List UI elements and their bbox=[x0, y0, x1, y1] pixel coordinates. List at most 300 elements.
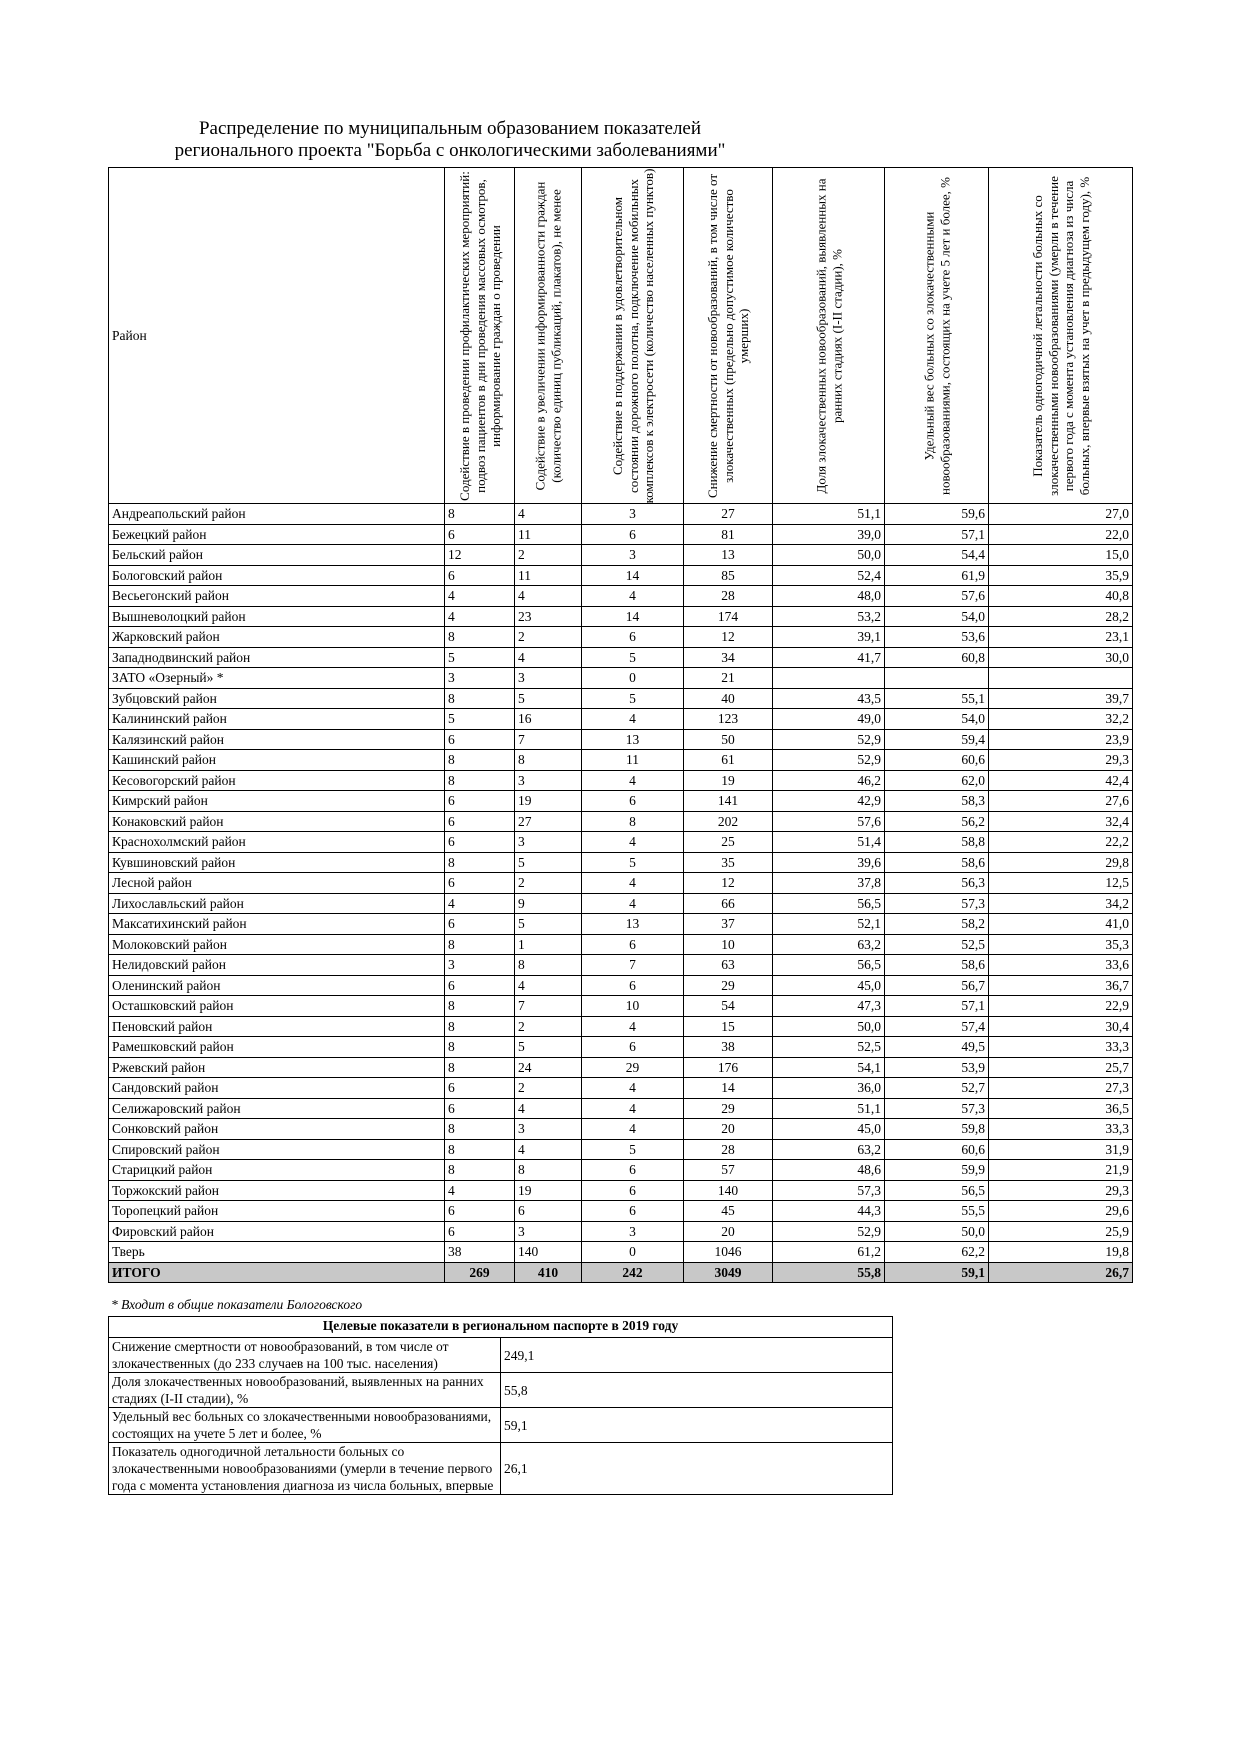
table-cell: 63,2 bbox=[773, 934, 885, 955]
district-name: Кимрский район bbox=[109, 791, 445, 812]
target-label: Доля злокачественных новообразований, выявленных на ранних стадиях (I-II стадии), % bbox=[109, 1373, 501, 1408]
table-cell bbox=[885, 668, 989, 689]
table-cell: 62,2 bbox=[885, 1242, 989, 1263]
target-row bbox=[109, 1373, 893, 1408]
table-row bbox=[109, 1139, 1133, 1160]
table-cell: 4 bbox=[582, 893, 684, 914]
table-cell: 6 bbox=[445, 975, 515, 996]
table-cell: 44,3 bbox=[773, 1201, 885, 1222]
target-row bbox=[109, 1443, 893, 1495]
table-cell: 61,9 bbox=[885, 565, 989, 586]
table-row bbox=[109, 524, 1133, 545]
table-cell: 2 bbox=[515, 545, 582, 566]
table-row bbox=[109, 627, 1133, 648]
table-cell: 29 bbox=[582, 1057, 684, 1078]
table-row bbox=[109, 1201, 1133, 1222]
table-cell: 6 bbox=[515, 1201, 582, 1222]
table-cell: 36,7 bbox=[989, 975, 1133, 996]
table-row bbox=[109, 893, 1133, 914]
table-cell: 4 bbox=[515, 975, 582, 996]
table-cell: 57,6 bbox=[773, 811, 885, 832]
table-cell: 13 bbox=[582, 914, 684, 935]
district-name: Кашинский район bbox=[109, 750, 445, 771]
page-title-line-2: регионального проекта "Борьба с онкологическими заболеваниями" bbox=[174, 140, 726, 161]
district-name: Торжокский район bbox=[109, 1180, 445, 1201]
district-name: Весьегонский район bbox=[109, 586, 445, 607]
table-cell: 11 bbox=[515, 565, 582, 586]
table-cell: 51,1 bbox=[773, 1098, 885, 1119]
table-cell: 12 bbox=[684, 873, 773, 894]
table-row bbox=[109, 1160, 1133, 1181]
table-cell: 0 bbox=[582, 1242, 684, 1263]
column-header-publications: Содействие в увеличении информированности граждан (количество единиц публикаций, плакатов), не менее bbox=[515, 168, 582, 504]
table-cell: 23,9 bbox=[989, 729, 1133, 750]
district-name: Лесной район bbox=[109, 873, 445, 894]
column-header-prevention: Содействие в проведении профилактических мероприятий: подвоз пациентов в дни проведения массовых осмотров, информирование граждан о проведении bbox=[445, 168, 515, 504]
table-cell: 8 bbox=[445, 996, 515, 1017]
table-cell: 60,8 bbox=[885, 647, 989, 668]
district-name: Старицкий район bbox=[109, 1160, 445, 1181]
total-cell: 59,1 bbox=[885, 1262, 989, 1283]
table-cell: 53,9 bbox=[885, 1057, 989, 1078]
district-name: Торопецкий район bbox=[109, 1201, 445, 1222]
table-cell: 56,2 bbox=[885, 811, 989, 832]
table-cell: 6 bbox=[582, 1160, 684, 1181]
table-cell: 29,8 bbox=[989, 852, 1133, 873]
targets-heading: Целевые показатели в региональном паспорте в 2019 году bbox=[109, 1317, 893, 1338]
table-cell: 61,2 bbox=[773, 1242, 885, 1263]
table-cell: 37 bbox=[684, 914, 773, 935]
table-cell: 2 bbox=[515, 873, 582, 894]
table-cell: 25,9 bbox=[989, 1221, 1133, 1242]
table-cell: 29,6 bbox=[989, 1201, 1133, 1222]
table-cell: 29,3 bbox=[989, 1180, 1133, 1201]
table-cell: 32,4 bbox=[989, 811, 1133, 832]
column-header-early-stage: Доля злокачественных новообразований, выявленных на ранних стадиях (I-II стадии), % bbox=[773, 168, 885, 504]
table-cell: 13 bbox=[684, 545, 773, 566]
table-cell: 19,8 bbox=[989, 1242, 1133, 1263]
target-value: 249,1 bbox=[501, 1338, 893, 1373]
table-cell: 6 bbox=[445, 1221, 515, 1242]
table-cell: 5 bbox=[515, 688, 582, 709]
total-cell: 269 bbox=[445, 1262, 515, 1283]
table-cell: 40,8 bbox=[989, 586, 1133, 607]
district-name: ЗАТО «Озерный» * bbox=[109, 668, 445, 689]
table-row bbox=[109, 750, 1133, 771]
table-cell: 49,0 bbox=[773, 709, 885, 730]
table-cell: 57,1 bbox=[885, 524, 989, 545]
table-cell: 4 bbox=[515, 1139, 582, 1160]
table-cell: 59,9 bbox=[885, 1160, 989, 1181]
table-cell: 4 bbox=[445, 893, 515, 914]
table-cell: 33,3 bbox=[989, 1037, 1133, 1058]
table-cell: 34,2 bbox=[989, 893, 1133, 914]
table-row bbox=[109, 1180, 1133, 1201]
table-cell: 19 bbox=[515, 791, 582, 812]
table-row bbox=[109, 1057, 1133, 1078]
table-cell: 4 bbox=[445, 586, 515, 607]
table-cell: 1 bbox=[515, 934, 582, 955]
table-cell: 4 bbox=[515, 1098, 582, 1119]
table-cell: 11 bbox=[515, 524, 582, 545]
table-cell: 5 bbox=[582, 688, 684, 709]
table-cell: 6 bbox=[445, 565, 515, 586]
table-cell: 6 bbox=[582, 975, 684, 996]
table-cell: 4 bbox=[582, 1098, 684, 1119]
district-name: Краснохолмский район bbox=[109, 832, 445, 853]
table-cell: 24 bbox=[515, 1057, 582, 1078]
table-row bbox=[109, 1242, 1133, 1263]
table-cell: 27 bbox=[684, 504, 773, 525]
district-name: Зубцовский район bbox=[109, 688, 445, 709]
table-cell: 38 bbox=[684, 1037, 773, 1058]
table-cell: 11 bbox=[582, 750, 684, 771]
table-row bbox=[109, 668, 1133, 689]
table-cell: 16 bbox=[515, 709, 582, 730]
target-value: 26,1 bbox=[501, 1443, 893, 1495]
table-cell: 35,9 bbox=[989, 565, 1133, 586]
table-cell: 56,5 bbox=[773, 955, 885, 976]
table-cell: 30,4 bbox=[989, 1016, 1133, 1037]
table-cell: 59,4 bbox=[885, 729, 989, 750]
table-cell: 27,3 bbox=[989, 1078, 1133, 1099]
table-cell: 8 bbox=[582, 811, 684, 832]
table-cell: 22,2 bbox=[989, 832, 1133, 853]
table-cell: 202 bbox=[684, 811, 773, 832]
table-cell: 2 bbox=[515, 1078, 582, 1099]
table-cell: 60,6 bbox=[885, 1139, 989, 1160]
table-cell: 51,1 bbox=[773, 504, 885, 525]
table-cell: 6 bbox=[445, 873, 515, 894]
table-cell: 61 bbox=[684, 750, 773, 771]
table-cell: 7 bbox=[582, 955, 684, 976]
table-cell: 58,6 bbox=[885, 955, 989, 976]
table-row bbox=[109, 545, 1133, 566]
table-row bbox=[109, 688, 1133, 709]
table-cell: 52,5 bbox=[885, 934, 989, 955]
table-cell: 6 bbox=[582, 1180, 684, 1201]
table-cell: 39,0 bbox=[773, 524, 885, 545]
table-cell: 19 bbox=[684, 770, 773, 791]
table-cell: 6 bbox=[445, 832, 515, 853]
table-cell: 8 bbox=[445, 688, 515, 709]
table-cell: 6 bbox=[582, 524, 684, 545]
table-cell: 6 bbox=[445, 791, 515, 812]
table-cell: 4 bbox=[582, 873, 684, 894]
table-cell: 29,3 bbox=[989, 750, 1133, 771]
table-cell: 12,5 bbox=[989, 873, 1133, 894]
table-cell: 39,1 bbox=[773, 627, 885, 648]
table-cell: 7 bbox=[515, 729, 582, 750]
table-cell: 6 bbox=[582, 1201, 684, 1222]
table-cell: 39,7 bbox=[989, 688, 1133, 709]
table-cell: 22,0 bbox=[989, 524, 1133, 545]
total-row bbox=[109, 1262, 1133, 1283]
district-name: Бежецкий район bbox=[109, 524, 445, 545]
table-cell: 35,3 bbox=[989, 934, 1133, 955]
table-cell: 19 bbox=[515, 1180, 582, 1201]
table-cell: 10 bbox=[684, 934, 773, 955]
table-cell: 6 bbox=[582, 791, 684, 812]
target-value: 59,1 bbox=[501, 1408, 893, 1443]
table-cell: 52,9 bbox=[773, 1221, 885, 1242]
target-value: 55,8 bbox=[501, 1373, 893, 1408]
table-cell: 33,3 bbox=[989, 1119, 1133, 1140]
district-name: Лихославльский район bbox=[109, 893, 445, 914]
table-cell: 38 bbox=[445, 1242, 515, 1263]
table-cell: 53,2 bbox=[773, 606, 885, 627]
table-row bbox=[109, 1016, 1133, 1037]
table-cell: 8 bbox=[445, 1037, 515, 1058]
table-row bbox=[109, 647, 1133, 668]
table-row bbox=[109, 770, 1133, 791]
table-cell: 35 bbox=[684, 852, 773, 873]
table-cell: 174 bbox=[684, 606, 773, 627]
table-cell: 6 bbox=[445, 1078, 515, 1099]
table-cell: 141 bbox=[684, 791, 773, 812]
table-cell: 6 bbox=[445, 524, 515, 545]
table-cell: 53,6 bbox=[885, 627, 989, 648]
table-cell: 59,8 bbox=[885, 1119, 989, 1140]
table-cell: 3 bbox=[445, 668, 515, 689]
table-row bbox=[109, 709, 1133, 730]
table-header-row bbox=[109, 168, 1133, 504]
table-cell: 85 bbox=[684, 565, 773, 586]
target-label: Снижение смертности от новообразований, в том числе от злокачественных (до 233 случаев на 100 тыс. населения) bbox=[109, 1338, 501, 1373]
table-cell: 29 bbox=[684, 975, 773, 996]
table-cell: 57,3 bbox=[885, 1098, 989, 1119]
table-row bbox=[109, 832, 1133, 853]
table-cell: 5 bbox=[582, 852, 684, 873]
table-cell: 48,6 bbox=[773, 1160, 885, 1181]
column-header-mortality: Снижение смертности от новообразований, в том числе от злокачественных (предельно допустимое количество умерших) bbox=[684, 168, 773, 504]
district-name: Пеновский район bbox=[109, 1016, 445, 1037]
table-cell: 3 bbox=[515, 668, 582, 689]
total-cell: 410 bbox=[515, 1262, 582, 1283]
table-row bbox=[109, 811, 1133, 832]
table-row bbox=[109, 852, 1133, 873]
table-cell: 20 bbox=[684, 1221, 773, 1242]
table-cell: 60,6 bbox=[885, 750, 989, 771]
district-name: Осташковский район bbox=[109, 996, 445, 1017]
table-cell: 5 bbox=[582, 647, 684, 668]
table-cell: 29 bbox=[684, 1098, 773, 1119]
table-row bbox=[109, 873, 1133, 894]
table-cell: 4 bbox=[515, 504, 582, 525]
table-cell: 13 bbox=[582, 729, 684, 750]
total-cell: 26,7 bbox=[989, 1262, 1133, 1283]
total-cell: 3049 bbox=[684, 1262, 773, 1283]
table-cell: 6 bbox=[445, 811, 515, 832]
targets-table bbox=[108, 1316, 893, 1495]
district-name: Кувшиновский район bbox=[109, 852, 445, 873]
table-cell: 8 bbox=[515, 750, 582, 771]
target-row bbox=[109, 1408, 893, 1443]
table-cell: 47,3 bbox=[773, 996, 885, 1017]
table-cell: 4 bbox=[582, 832, 684, 853]
table-cell: 4 bbox=[445, 1180, 515, 1201]
targets-heading-row bbox=[109, 1317, 893, 1338]
table-cell: 36,5 bbox=[989, 1098, 1133, 1119]
table-cell: 8 bbox=[445, 1016, 515, 1037]
table-cell: 30,0 bbox=[989, 647, 1133, 668]
table-cell: 7 bbox=[515, 996, 582, 1017]
column-header-district: Район bbox=[109, 168, 445, 504]
target-row bbox=[109, 1338, 893, 1373]
table-row bbox=[109, 1221, 1133, 1242]
page-title-line-1: Распределение по муниципальным образованием показателей bbox=[198, 118, 702, 139]
table-cell: 14 bbox=[582, 606, 684, 627]
district-name: Нелидовский район bbox=[109, 955, 445, 976]
table-cell: 1046 bbox=[684, 1242, 773, 1263]
table-cell: 49,5 bbox=[885, 1037, 989, 1058]
total-label: ИТОГО bbox=[109, 1262, 445, 1283]
table-cell: 33,6 bbox=[989, 955, 1133, 976]
district-name: Ржевский район bbox=[109, 1057, 445, 1078]
table-cell: 5 bbox=[515, 914, 582, 935]
table-cell: 123 bbox=[684, 709, 773, 730]
table-cell: 4 bbox=[582, 1016, 684, 1037]
table-cell: 45,0 bbox=[773, 1119, 885, 1140]
table-cell: 3 bbox=[582, 504, 684, 525]
table-cell: 46,2 bbox=[773, 770, 885, 791]
table-cell: 52,7 bbox=[885, 1078, 989, 1099]
table-cell: 56,7 bbox=[885, 975, 989, 996]
district-name: Конаковский район bbox=[109, 811, 445, 832]
table-cell: 10 bbox=[582, 996, 684, 1017]
table-cell: 4 bbox=[515, 586, 582, 607]
table-cell: 8 bbox=[515, 1160, 582, 1181]
table-row bbox=[109, 565, 1133, 586]
table-cell: 52,9 bbox=[773, 750, 885, 771]
table-row bbox=[109, 586, 1133, 607]
table-cell: 57,3 bbox=[885, 893, 989, 914]
table-row bbox=[109, 729, 1133, 750]
table-cell: 8 bbox=[445, 750, 515, 771]
table-cell: 52,4 bbox=[773, 565, 885, 586]
table-cell: 28 bbox=[684, 586, 773, 607]
total-cell: 242 bbox=[582, 1262, 684, 1283]
table-row bbox=[109, 996, 1133, 1017]
table-cell: 8 bbox=[445, 504, 515, 525]
table-cell: 4 bbox=[582, 709, 684, 730]
table-cell: 48,0 bbox=[773, 586, 885, 607]
table-cell: 31,9 bbox=[989, 1139, 1133, 1160]
table-cell: 2 bbox=[515, 627, 582, 648]
table-cell: 37,8 bbox=[773, 873, 885, 894]
table-cell: 3 bbox=[582, 1221, 684, 1242]
table-row bbox=[109, 1119, 1133, 1140]
table-cell: 8 bbox=[445, 852, 515, 873]
table-cell: 2 bbox=[515, 1016, 582, 1037]
table-cell: 0 bbox=[582, 668, 684, 689]
table-cell: 8 bbox=[445, 934, 515, 955]
district-name: Сонковский район bbox=[109, 1119, 445, 1140]
table-cell: 8 bbox=[445, 627, 515, 648]
district-name: Андреапольский район bbox=[109, 504, 445, 525]
table-cell: 23 bbox=[515, 606, 582, 627]
indicators-table bbox=[108, 167, 1133, 1283]
table-cell: 3 bbox=[582, 545, 684, 566]
table-cell: 56,5 bbox=[773, 893, 885, 914]
table-cell: 36,0 bbox=[773, 1078, 885, 1099]
table-cell: 81 bbox=[684, 524, 773, 545]
table-cell: 15,0 bbox=[989, 545, 1133, 566]
district-name: Бельский район bbox=[109, 545, 445, 566]
table-cell: 57 bbox=[684, 1160, 773, 1181]
table-cell: 45,0 bbox=[773, 975, 885, 996]
table-cell: 4 bbox=[582, 1119, 684, 1140]
table-cell: 57,4 bbox=[885, 1016, 989, 1037]
table-cell: 5 bbox=[445, 647, 515, 668]
column-header-lethality: Показатель одногодичной летальности больных со злокачественными новообразованиями (умерли в течение первого года с момента установления диагноза из числа больных, впервые взятых на учет в предыдущем году), % bbox=[989, 168, 1133, 504]
table-cell: 6 bbox=[445, 1098, 515, 1119]
table-cell: 39,6 bbox=[773, 852, 885, 873]
table-row bbox=[109, 934, 1133, 955]
district-name: Тверь bbox=[109, 1242, 445, 1263]
table-cell: 54,4 bbox=[885, 545, 989, 566]
district-name: Западнодвинский район bbox=[109, 647, 445, 668]
table-cell: 21,9 bbox=[989, 1160, 1133, 1181]
table-cell: 27,6 bbox=[989, 791, 1133, 812]
district-name: Рамешковский район bbox=[109, 1037, 445, 1058]
column-header-five-years: Удельный вес больных со злокачественными новообразованиями, состоящих на учете 5 лет и более, % bbox=[885, 168, 989, 504]
table-cell: 5 bbox=[582, 1139, 684, 1160]
table-cell: 54,1 bbox=[773, 1057, 885, 1078]
column-header-roads: Содействие в поддержании в удовлетворительном состоянии дорожного полотна, подключение мобильных комплексов к электросети (количество населенных пунктов) bbox=[582, 168, 684, 504]
table-cell: 27 bbox=[515, 811, 582, 832]
table-cell: 56,3 bbox=[885, 873, 989, 894]
table-cell: 27,0 bbox=[989, 504, 1133, 525]
table-cell: 3 bbox=[445, 955, 515, 976]
table-cell: 54,0 bbox=[885, 606, 989, 627]
table-row bbox=[109, 606, 1133, 627]
footnote: * Входит в общие показатели Бологовского bbox=[111, 1297, 363, 1312]
district-name: Жарковский район bbox=[109, 627, 445, 648]
table-cell: 63 bbox=[684, 955, 773, 976]
table-cell: 6 bbox=[582, 627, 684, 648]
table-cell: 58,6 bbox=[885, 852, 989, 873]
district-name: Бологовский район bbox=[109, 565, 445, 586]
district-name: Калининский район bbox=[109, 709, 445, 730]
table-cell: 9 bbox=[515, 893, 582, 914]
table-cell: 8 bbox=[445, 1160, 515, 1181]
table-cell: 54 bbox=[684, 996, 773, 1017]
table-cell: 58,2 bbox=[885, 914, 989, 935]
table-cell: 50,0 bbox=[773, 1016, 885, 1037]
table-cell: 55,1 bbox=[885, 688, 989, 709]
district-name: Вышневолоцкий район bbox=[109, 606, 445, 627]
total-cell: 55,8 bbox=[773, 1262, 885, 1283]
table-row bbox=[109, 1098, 1133, 1119]
table-cell: 28 bbox=[684, 1139, 773, 1160]
table-cell: 62,0 bbox=[885, 770, 989, 791]
table-cell: 6 bbox=[445, 1201, 515, 1222]
target-label: Показатель одногодичной летальности больных со злокачественными новообразованиями (умерли в течение первого года с момента установления диагноза из числа больных, впервые bbox=[109, 1443, 501, 1495]
table-cell: 3 bbox=[515, 832, 582, 853]
district-name: Сандовский район bbox=[109, 1078, 445, 1099]
district-name: Селижаровский район bbox=[109, 1098, 445, 1119]
table-cell: 22,9 bbox=[989, 996, 1133, 1017]
table-cell: 4 bbox=[515, 647, 582, 668]
table-cell: 51,4 bbox=[773, 832, 885, 853]
table-cell: 8 bbox=[445, 1119, 515, 1140]
table-cell: 4 bbox=[445, 606, 515, 627]
table-cell: 41,0 bbox=[989, 914, 1133, 935]
table-cell: 50 bbox=[684, 729, 773, 750]
table-cell: 56,5 bbox=[885, 1180, 989, 1201]
table-cell: 55,5 bbox=[885, 1201, 989, 1222]
